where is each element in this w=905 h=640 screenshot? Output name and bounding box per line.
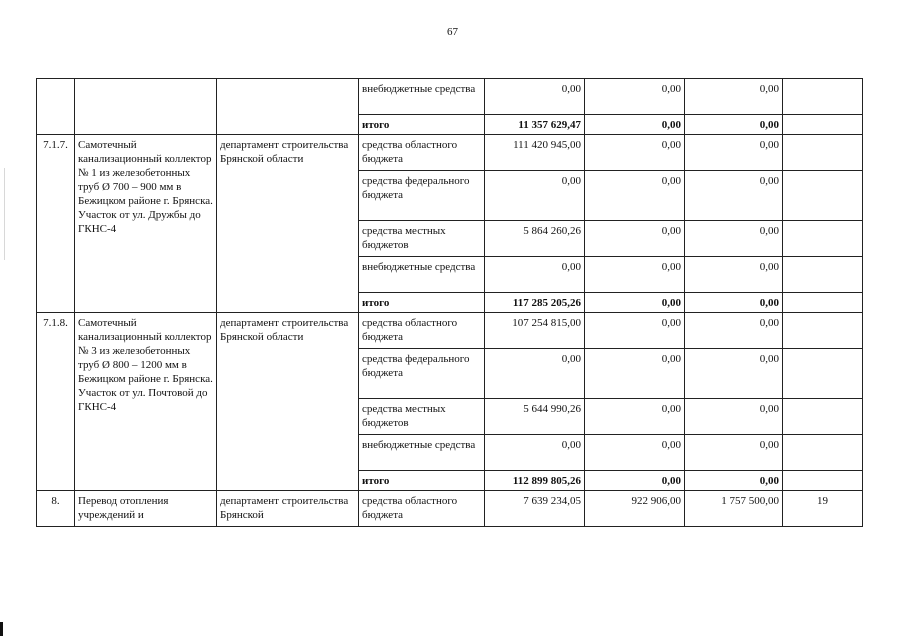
table-row	[37, 79, 863, 115]
value-cell	[783, 135, 863, 171]
value-cell: 0,00	[585, 221, 685, 257]
value-cell: 0,00	[685, 471, 783, 491]
value-cell: 0,00	[685, 115, 783, 135]
scan-mark-corner	[0, 622, 3, 636]
value-cell: 0,00	[585, 257, 685, 293]
value-cell	[783, 399, 863, 435]
value-cell	[783, 79, 863, 115]
value-cell: 0,00	[685, 399, 783, 435]
funding-source-cell: средства местных бюджетов	[359, 399, 485, 435]
value-cell: 1 757 500,00	[685, 491, 783, 527]
value-cell: 0,00	[585, 435, 685, 471]
funding-source-cell: итого	[359, 471, 485, 491]
budget-table	[36, 78, 863, 527]
value-cell: 0,00	[585, 399, 685, 435]
value-cell	[783, 471, 863, 491]
row-number-cell: 7.1.7.	[37, 135, 75, 313]
table-row	[37, 135, 863, 171]
object-name-cell: Перевод отопления учреждений и	[75, 491, 217, 527]
funding-source-cell: средства областного бюджета	[359, 491, 485, 527]
value-cell: 0,00	[585, 135, 685, 171]
row-number-cell: 7.1.8.	[37, 313, 75, 491]
funding-source-cell: итого	[359, 115, 485, 135]
object-name-cell: Самотечный канализационный коллектор № 1 из железобетонных труб Ø 700 – 900 мм в Бежицком районе г. Брянска. Участок от ул. Дружбы до ГКНС-4	[75, 135, 217, 313]
value-cell: 111 420 945,00	[485, 135, 585, 171]
responsible-cell	[217, 79, 359, 135]
value-cell: 0,00	[685, 171, 783, 221]
value-cell: 11 357 629,47	[485, 115, 585, 135]
object-name-cell	[75, 79, 217, 135]
value-cell: 19	[783, 491, 863, 527]
value-cell: 0,00	[485, 257, 585, 293]
value-cell: 0,00	[685, 221, 783, 257]
responsible-cell: департамент строительства Брянской области	[217, 313, 359, 491]
value-cell: 0,00	[485, 171, 585, 221]
value-cell: 0,00	[585, 171, 685, 221]
value-cell	[783, 313, 863, 349]
value-cell	[783, 293, 863, 313]
funding-source-cell: средства местных бюджетов	[359, 221, 485, 257]
funding-source-cell: внебюджетные средства	[359, 435, 485, 471]
table-row	[37, 313, 863, 349]
value-cell: 0,00	[685, 257, 783, 293]
value-cell	[783, 115, 863, 135]
value-cell: 0,00	[585, 471, 685, 491]
value-cell	[783, 349, 863, 399]
value-cell: 5 864 260,26	[485, 221, 585, 257]
value-cell: 0,00	[585, 115, 685, 135]
row-number-cell: 8.	[37, 491, 75, 527]
value-cell: 0,00	[685, 135, 783, 171]
value-cell: 0,00	[585, 313, 685, 349]
funding-source-cell: средства федерального бюджета	[359, 349, 485, 399]
page-number: 67	[447, 26, 458, 38]
responsible-cell: департамент строительства Брянской	[217, 491, 359, 527]
value-cell: 0,00	[585, 293, 685, 313]
value-cell: 0,00	[685, 313, 783, 349]
value-cell: 0,00	[585, 349, 685, 399]
value-cell: 0,00	[685, 349, 783, 399]
value-cell: 0,00	[485, 349, 585, 399]
value-cell	[783, 257, 863, 293]
value-cell: 117 285 205,26	[485, 293, 585, 313]
funding-source-cell: итого	[359, 293, 485, 313]
object-name-cell: Самотечный канализационный коллектор № 3 из железобетонных труб Ø 800 – 1200 мм в Бежицком районе г. Брянска. Участок от ул. Почтовой до ГКНС-4	[75, 313, 217, 491]
value-cell	[783, 171, 863, 221]
value-cell	[783, 435, 863, 471]
funding-source-cell: внебюджетные средства	[359, 79, 485, 115]
value-cell: 0,00	[485, 435, 585, 471]
value-cell: 0,00	[685, 293, 783, 313]
value-cell: 0,00	[685, 435, 783, 471]
value-cell: 0,00	[685, 79, 783, 115]
funding-source-cell: средства областного бюджета	[359, 135, 485, 171]
value-cell: 112 899 805,26	[485, 471, 585, 491]
value-cell: 922 906,00	[585, 491, 685, 527]
value-cell: 7 639 234,05	[485, 491, 585, 527]
value-cell: 0,00	[485, 79, 585, 115]
value-cell	[783, 221, 863, 257]
funding-source-cell: внебюджетные средства	[359, 257, 485, 293]
funding-source-cell: средства федерального бюджета	[359, 171, 485, 221]
funding-source-cell: средства областного бюджета	[359, 313, 485, 349]
row-number-cell	[37, 79, 75, 135]
value-cell: 0,00	[585, 79, 685, 115]
responsible-cell: департамент строительства Брянской области	[217, 135, 359, 313]
value-cell: 5 644 990,26	[485, 399, 585, 435]
table-row	[37, 491, 863, 527]
value-cell: 107 254 815,00	[485, 313, 585, 349]
scan-mark-left	[4, 168, 5, 260]
